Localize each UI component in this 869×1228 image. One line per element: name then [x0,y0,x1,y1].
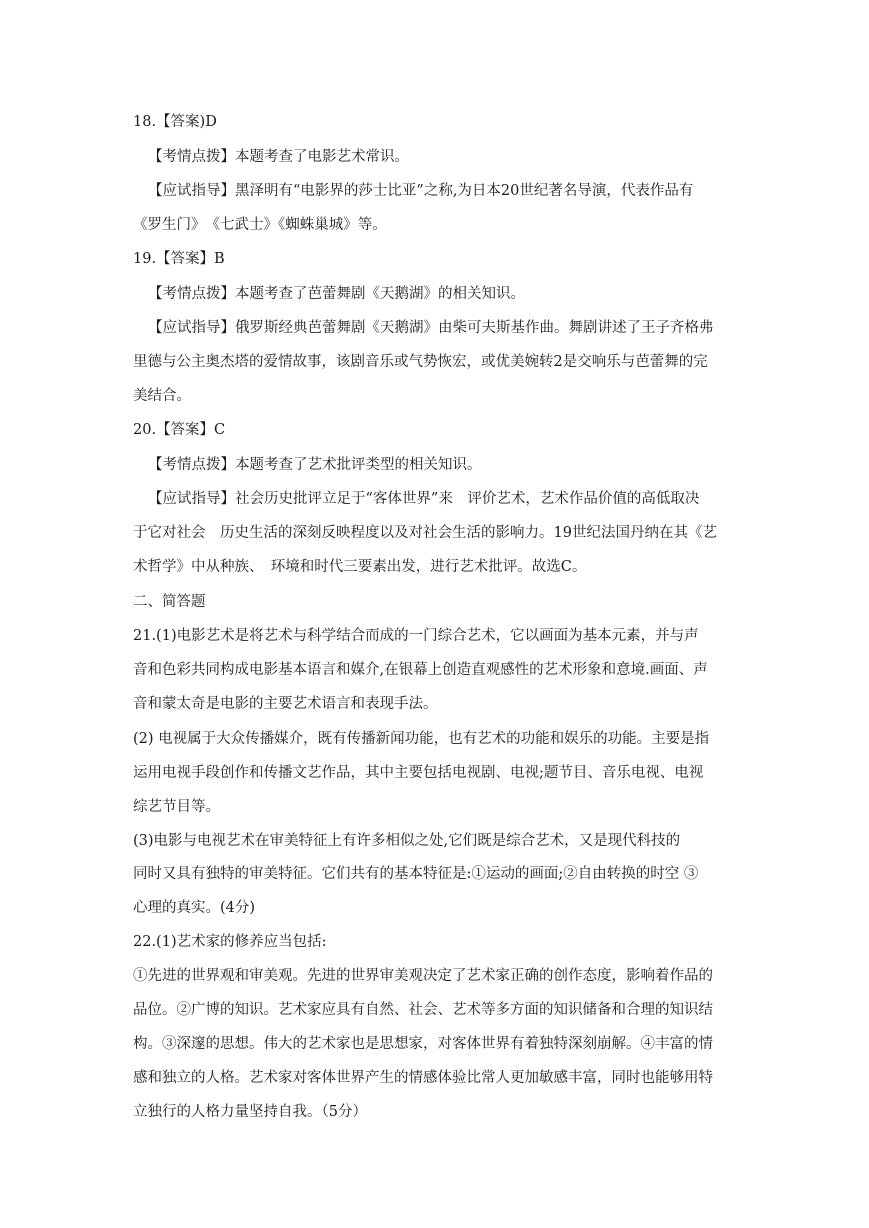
answer-20-guidance: 【应试指导】社会历史批评立足于“客体世界”来 评价艺术，艺术作品价值的高低取决 [148,491,700,507]
answer-19-guidance-cont: 里德与公主奥杰塔的爱情故事，该剧音乐或气势恢宏，或优美婉转2是交响乐与芭蕾舞的完 [133,354,708,370]
answer-21-part1: 21.(1)电影艺术是将艺术与科学结合而成的一门综合艺术，它以画面为基本元素，并与声 [133,628,699,644]
answer-20-heading: 20.【答案】C [133,422,226,438]
answer-21-part3-cont: 同时又具有独特的审美特征。它们共有的基本特征是:①运动的画面;②自由转换的时空 ③ [133,866,699,882]
answer-18-guidance: 【应试指导】黑泽明有“电影界的莎士比亚”之称,为日本20世纪著名导演，代表作品有 [148,183,694,199]
answer-18-exam-point: 【考情点拨】本题考查了电影艺术常识。 [148,149,409,165]
answer-21-part3: (3)电影与电视艺术在审美特征上有许多相似之处,它们既是综合艺术，又是现代科技的 [133,833,681,849]
answer-18-heading: 18.【答案)D [133,114,217,130]
section-heading-short-answer: 二、简答题 [133,594,206,610]
answer-21-part2: (2) 电视属于大众传播媒介，既有传播新闻功能，也有艺术的功能和娱乐的功能。主要是指 [133,731,710,747]
answer-22-body-4: 感和独立的人格。艺术家对客体世界产生的情感体验比常人更加敏感丰富，同时也能够用特 [133,1070,713,1086]
answer-19-guidance: 【应试指导】俄罗斯经典芭蕾舞剧《天鹅湖》由柴可夫斯基作曲。舞剧讲述了王子齐格弗 [148,320,714,336]
answer-19-exam-point: 【考情点拨】本题考查了芭蕾舞剧《天鹅湖》的相关知识。 [148,286,525,302]
answer-20-guidance-cont: 于它对社会 历史生活的深刻反映程度以及对社会生活的影响力。19世纪法国丹纳在其《艺 [133,525,717,541]
answer-20-guidance-end: 术哲学》中从种族、 环境和时代三要素出发，进行艺术批评。故选C。 [133,559,587,575]
answer-22-body-1: ①先进的世界观和审美观。先进的世界审美观决定了艺术家正确的创作态度，影响着作品的 [133,968,713,984]
answer-21-part1-cont: 音和色彩共同构成电影基本语言和媒介,在银幕上创造直观感性的艺术形象和意境.画面、声 [133,662,708,678]
answer-22-body-5: 立独行的人格力量坚持自我。（5分） [133,1104,367,1120]
answer-22-part1: 22.(1)艺术家的修养应当包括: [133,934,327,950]
answer-21-part2-end: 综艺节目等。 [133,799,220,815]
answer-19-heading: 19.【答案】B [133,251,225,267]
answer-22-body-3: 构。③深邃的思想。伟大的艺术家也是思想家，对客体世界有着独特深刻崩解。④丰富的情 [133,1036,713,1052]
answer-19-guidance-end: 美结合。 [133,388,191,404]
answer-20-exam-point: 【考情点拨】本题考查了艺术批评类型的相关知识。 [148,457,482,473]
answer-21-part1-end: 音和蒙太奇是电影的主要艺术语言和表现手法。 [133,696,438,712]
answer-21-part2-cont: 运用电视手段创作和传播文艺作品，其中主要包括电视剧、电视;题节目、音乐电视、电视 [133,765,704,781]
answer-18-guidance-cont: 《罗生门》 《七武士》《蜘蛛巢城》等。 [133,217,387,233]
answer-21-part3-end: 心理的真实。(4分) [133,900,256,916]
answer-22-body-2: 品位。②广博的知识。艺术家应具有自然、社会、艺术等多方面的知识储备和合理的知识结 [133,1002,713,1018]
